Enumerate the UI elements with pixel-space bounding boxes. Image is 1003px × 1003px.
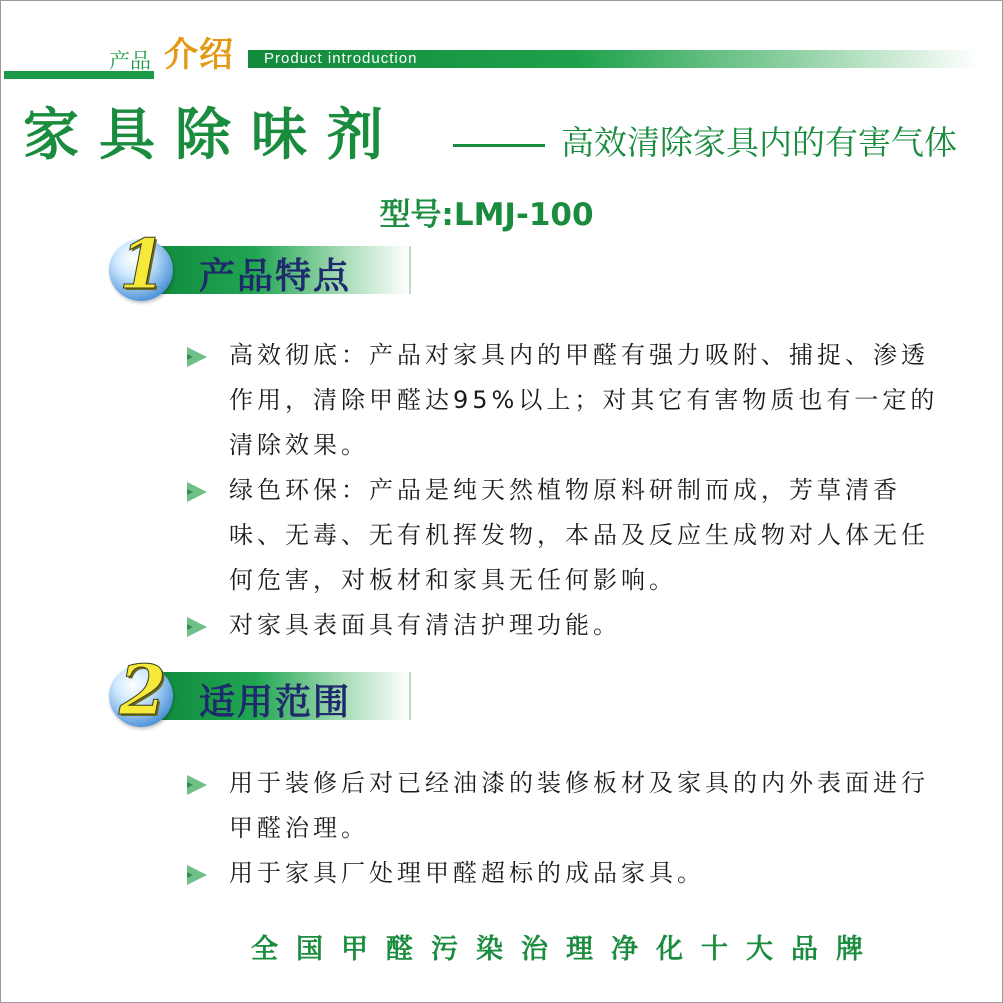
list-item [187,333,947,468]
model-number-text: 型号:LMJ-100 [379,197,594,233]
triangle-arrow-icon [187,482,207,502]
header-small-label: 产品 [109,49,151,73]
feature-list [187,333,947,648]
list-item [187,851,947,896]
header-gradient-bar [248,50,978,68]
usage-list [187,761,947,896]
triangle-arrow-icon [187,865,207,885]
section-label: 产品特点 [199,256,352,297]
header-big-label: 介绍 [164,35,234,75]
title-dash [453,144,545,147]
list-item-text: 绿色环保：产品是纯天然植物原料研制而成，芳草清香味、无毒、无有机挥发物，本品及反应生成物对人体无任何危害，对板材和家具无任何影响。 [229,476,929,594]
footer-slogan: 全国甲醛污染治理净化十大品牌 [251,934,881,965]
section-number: 2 [119,651,167,731]
list-item-text: 用于家具厂处理甲醛超标的成品家具。 [229,859,705,887]
list-item [187,468,947,603]
list-item-text: 高效彻底：产品对家具内的甲醛有强力吸附、捕捉、渗透作用，清除甲醛达95%以上；对其它有害物质也有一定的清除效果。 [229,341,939,459]
triangle-arrow-icon [187,347,207,367]
product-subtitle: 高效清除家具内的有害气体 [561,123,957,162]
product-title: 家具除味剂 [23,103,403,168]
header-english-label: Product introduction [264,50,418,67]
list-item-text: 对家具表面具有清洁护理功能。 [229,611,621,639]
list-item-text: 用于装修后对已经油漆的装修板材及家具的内外表面进行甲醛治理。 [229,769,929,842]
section-header-usage [109,651,419,731]
triangle-arrow-icon [187,617,207,637]
section-header-features [109,225,419,305]
list-item [187,761,947,851]
section-number: 1 [119,225,167,305]
section-label: 适用范围 [199,682,352,723]
list-item [187,603,947,648]
triangle-arrow-icon [187,775,207,795]
